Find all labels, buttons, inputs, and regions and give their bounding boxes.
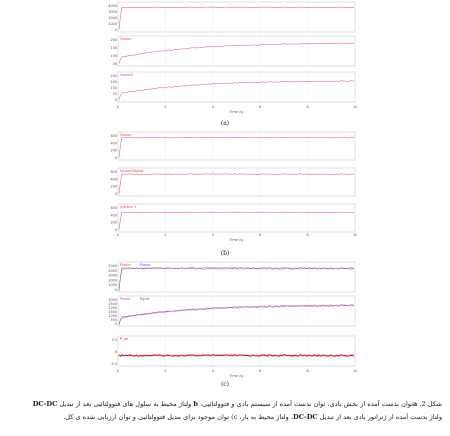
panel-c-plots	[108, 260, 357, 378]
x-axis-label: Time (s)	[229, 374, 244, 378]
y-tick-label: 4000	[108, 4, 117, 8]
y-tick-label: 3000	[108, 10, 117, 14]
figure-panel-a	[108, 0, 357, 120]
caption-line-2	[8, 411, 442, 424]
y-tick-label: 400	[110, 141, 117, 146]
x-tick-label: 8	[306, 105, 309, 109]
subplot-1	[111, 132, 355, 160]
y-tick-label: 200	[110, 184, 117, 189]
series-label: Vsolar2	[120, 73, 134, 77]
x-tick-label: 4	[211, 233, 214, 237]
x-tick-label: 6	[259, 105, 262, 109]
subplot-1	[108, 2, 355, 32]
x-tick-label: 2	[164, 369, 167, 373]
x-tick-label: 6	[259, 233, 262, 237]
subplot-frame	[118, 36, 355, 66]
y-tick-label: 0	[114, 28, 117, 32]
y-tick-label: 0	[114, 288, 117, 292]
panel-b-letter: (b)	[220, 250, 230, 257]
subplot-frame	[118, 296, 355, 326]
series-label: Vsolar	[120, 133, 132, 137]
y-tick-label: 200	[110, 74, 117, 78]
subplot-frame	[118, 168, 355, 196]
series-label-2: Psolar	[140, 263, 151, 267]
y-tick-label: -0.5	[110, 362, 117, 366]
y-tick-label: 2000	[108, 16, 117, 20]
x-tick-label: 10	[352, 369, 358, 373]
y-tick-label: 0	[114, 156, 117, 160]
caption-text-b: ولتاژ محیط به سلول های فتوولتائیی بعد از تبدیل	[59, 400, 192, 408]
caption-text-c: ولتاژ بدست آمده از ژنراتور بادی بعد از تبدیل	[319, 413, 442, 421]
y-tick-label: 600	[110, 134, 117, 138]
x-tick-label: 8	[306, 369, 309, 373]
subplot-2	[111, 168, 355, 196]
subplot-2	[111, 36, 355, 66]
figure-panel-c	[108, 260, 357, 378]
caption-bold-a: a	[413, 400, 418, 408]
y-tick-label: 1000	[108, 283, 117, 288]
caption-prefix: شکل 2.	[419, 400, 442, 408]
panel-c-letter: (c)	[220, 381, 230, 388]
caption-text-a: توان بدست آمده از بخش بادی، توان بدست آمده از سیستم بادی و فتوولتائیی،	[200, 400, 414, 408]
subplot-3	[111, 204, 355, 232]
y-tick-label: 600	[110, 170, 117, 174]
y-tick-label: 0	[114, 322, 117, 326]
y-tick-label: 0	[114, 98, 117, 102]
y-tick-label: 0	[114, 350, 117, 354]
subplot-frame	[118, 132, 355, 160]
y-tick-label: 2000	[108, 278, 117, 283]
figure-panel-b	[108, 130, 357, 248]
x-tick-label: 6	[259, 369, 262, 373]
y-tick-label: 5000	[108, 264, 117, 268]
y-tick-label: 50	[112, 92, 117, 96]
subplot-3	[111, 72, 355, 102]
series-label: P_sh	[120, 337, 129, 341]
y-tick-label: 0	[114, 192, 117, 196]
y-tick-label: 150	[110, 46, 117, 50]
y-tick-label: 0.5	[111, 338, 117, 342]
figure-caption	[8, 398, 442, 424]
x-tick-label: 2	[164, 233, 167, 237]
x-tick-label: 0	[116, 105, 120, 109]
subplot-frame	[118, 204, 355, 232]
subplot-frame	[118, 2, 355, 32]
y-tick-label: 50	[112, 62, 117, 66]
y-tick-label: 1500	[108, 310, 117, 314]
series-label-2: Pgrid	[140, 297, 150, 301]
y-tick-label: 400	[110, 177, 117, 182]
y-tick-label: 3000	[108, 298, 117, 302]
y-tick-label: 3000	[108, 273, 117, 278]
subplot-frame	[118, 336, 355, 366]
x-axis	[117, 233, 357, 242]
subplot-2	[108, 296, 355, 326]
x-tick-label: 0	[116, 233, 120, 237]
x-tick-label: 0	[116, 369, 120, 373]
y-tick-label: 2500	[108, 302, 117, 306]
subplot-1	[108, 262, 355, 292]
x-tick-label: 8	[306, 233, 309, 237]
caption-text-d: ، ولتاژ محیط به بار، c) توان موجود برای مدیل فتوولتائیی و توان ارزیابی شده ی کل.	[63, 413, 294, 421]
y-tick-label: 500	[110, 318, 117, 322]
series-label: Vdcbus 1	[120, 205, 137, 209]
caption-line-1	[8, 398, 442, 411]
x-tick-label: 4	[211, 369, 214, 373]
x-tick-label: 2	[164, 105, 167, 109]
y-tick-label: 200	[110, 148, 117, 153]
x-axis	[117, 369, 357, 378]
y-tick-label: 1000	[108, 22, 117, 26]
subplot-3	[110, 336, 355, 366]
x-tick-label: 10	[352, 233, 358, 237]
x-axis-label: Time (s)	[229, 110, 244, 114]
panel-a-letter: (a)	[220, 120, 230, 127]
subplot-frame	[118, 262, 355, 292]
y-tick-label: 200	[110, 38, 117, 42]
series-label: Vsolar	[120, 37, 132, 41]
x-tick-label: 4	[211, 105, 214, 109]
series-label: Pload	[120, 297, 130, 301]
x-axis-label: Time (s)	[229, 238, 244, 242]
y-tick-label: 2000	[108, 306, 117, 310]
subplot-frame	[118, 72, 355, 102]
panel-a-plots	[108, 0, 357, 120]
series-label: Vsolar2Boost	[120, 169, 144, 173]
caption-dcdc-1: DC-DC	[32, 400, 58, 408]
y-tick-label: 100	[110, 86, 117, 90]
series-label: Pwind	[120, 263, 131, 267]
y-tick-label: 150	[110, 80, 117, 84]
panel-b-plots	[108, 130, 357, 248]
y-tick-label: 100	[110, 54, 117, 58]
y-tick-label: 200	[110, 220, 117, 225]
y-tick-label: 4000	[108, 268, 117, 273]
y-tick-label: 400	[110, 213, 117, 218]
y-tick-label: 0	[114, 228, 117, 232]
caption-dcdc-2: DC-DC	[293, 413, 318, 421]
caption-bold-b: b	[193, 400, 198, 408]
y-tick-label: 600	[110, 206, 117, 210]
x-tick-label: 10	[352, 105, 358, 109]
y-tick-label: 1000	[108, 314, 117, 318]
x-axis	[117, 105, 357, 114]
